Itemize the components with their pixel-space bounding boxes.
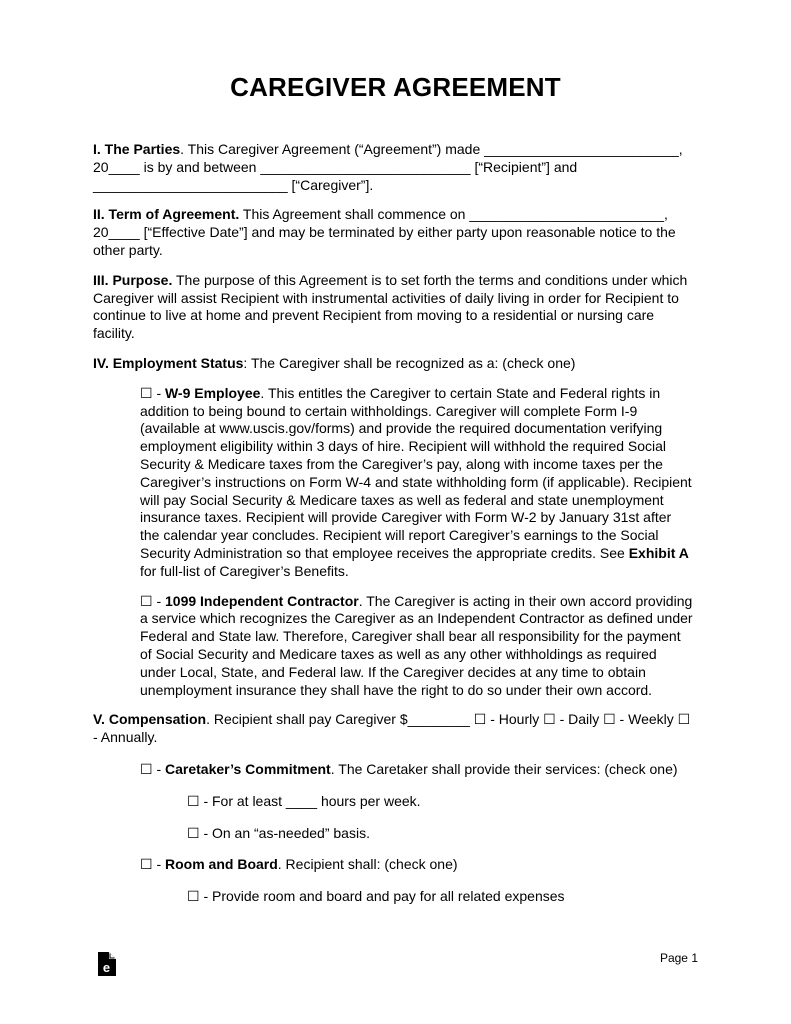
room-board-text: . Recipient shall: (check one) — [277, 856, 458, 873]
parties-text: . This Caregiver Agreement (“Agreement”) made _________________________, 20____ is by and between ___________________________ [“Recipient”] and _________________________ [“Caregiver”]. — [93, 141, 683, 193]
w9-label: W-9 Employee — [165, 384, 261, 401]
agreement-body — [93, 141, 693, 918]
section-term — [93, 206, 693, 259]
compensation-heading: V. Compensation — [93, 711, 207, 728]
contractor-checkbox[interactable]: ☐ - — [140, 592, 165, 609]
commitment-text: . The Caretaker shall provide their services: (check one) — [330, 760, 678, 777]
contractor-label: 1099 Independent Contractor — [165, 592, 359, 609]
exhibit-a-ref: Exhibit A — [628, 544, 689, 561]
section-employment — [93, 355, 693, 373]
compensation-text: . Recipient shall pay Caregiver $________ ☐ - Hourly ☐ - Daily ☐ - Weekly ☐ - Annually. — [93, 711, 691, 746]
w9-text-end: for full-list of Caregiver’s Benefits. — [140, 562, 349, 579]
employment-heading: IV. Employment Status — [93, 354, 244, 371]
commitment-label: Caretaker’s Commitment — [165, 760, 331, 777]
term-text: This Agreement shall commence on _________________________, 20____ [“Effective Date”] and may be terminated by either party upon reasonable notice to the other party. — [93, 206, 676, 258]
commitment-option-as-needed[interactable]: ☐ - On an “as-needed” basis. — [187, 824, 370, 841]
option-room-board — [140, 856, 693, 874]
contractor-text: . The Caregiver is acting in their own accord providing a service which recognizes the Caregiver as an Independent Contractor as defined under Federal and State law. Therefore, Caregiver shall bear all responsibility for the payment of Social Security and Medicare taxes as well as any other withholdings as required under Local, State, and Federal law. If the Caregiver decides at any time to obtain unemployment insurance they shall have the right to do so under their own accord. — [140, 592, 693, 698]
document-title: CAREGIVER AGREEMENT — [230, 72, 561, 102]
purpose-heading: III. Purpose. — [93, 271, 173, 288]
room-board-option-provide[interactable]: ☐ - Provide room and board and pay for all related expenses — [187, 888, 565, 905]
svg-text:e: e — [102, 960, 111, 975]
room-board-label: Room and Board — [165, 856, 278, 873]
eforms-logo-icon — [96, 952, 116, 976]
option-w9-employee — [140, 385, 693, 581]
commitment-checkbox[interactable]: ☐ - — [140, 760, 165, 777]
commitment-option-hours[interactable]: ☐ - For at least ____ hours per week. — [187, 792, 421, 809]
parties-heading: I. The Parties — [93, 141, 181, 157]
page-number: Page 1 — [659, 951, 698, 965]
section-purpose — [93, 272, 693, 343]
option-1099-contractor — [140, 593, 693, 700]
section-parties — [93, 141, 693, 194]
purpose-text: The purpose of this Agreement is to set forth the terms and conditions under which Caregiver will assist Recipient with instrumental activities of daily living in order for Recipient to continue to live at home and prevent Recipient from moving to a residential or nursing care facility. — [93, 271, 688, 342]
employment-text: : The Caregiver shall be recognized as a: (check one) — [243, 354, 576, 371]
w9-checkbox[interactable]: ☐ - — [140, 384, 165, 401]
term-heading: II. Term of Agreement. — [93, 206, 240, 223]
room-board-checkbox[interactable]: ☐ - — [140, 856, 165, 873]
w9-text: . This entitles the Caregiver to certain State and Federal rights in addition to being bound to certain withholdings. Caregiver will complete Form I-9 (available at www.uscis.gov/forms) and provide the required documentation verifying employment eligibility within 3 days of hire. Recipient will withhold the required Social Security & Medicare taxes from the Caregiver’s pay, along with income taxes per the Caregiver’s instructions on Form W-4 and state withholding form (if applicable). Recipient will pay Social Security & Medicare taxes as well as federal and state unemployment insurance taxes. Recipient will provide Caregiver with Form W-2 by January 31st after the calendar year concludes. Recipient will report Caregiver’s earnings to the Social Security Administration so that employee receives the appropriate credits. See — [140, 384, 692, 561]
option-commitment — [140, 761, 693, 779]
section-compensation — [93, 711, 693, 747]
